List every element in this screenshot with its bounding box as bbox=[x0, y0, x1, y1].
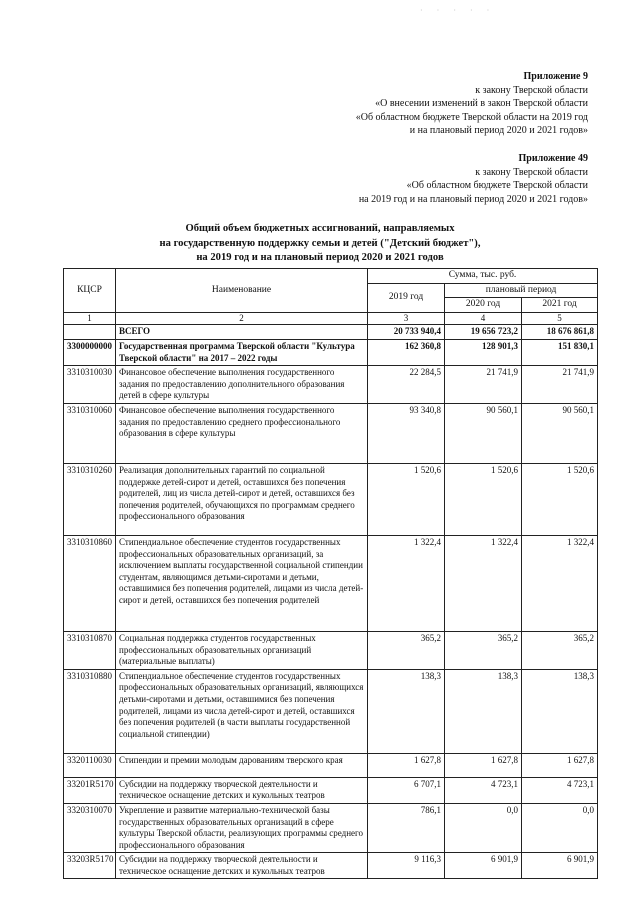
row-value-2020: 21 741,9 bbox=[445, 366, 522, 404]
row-value-2020: 90 560,1 bbox=[445, 403, 522, 463]
row-value-2021: 151 830,1 bbox=[522, 339, 598, 365]
row-value-2021: 21 741,9 bbox=[522, 366, 598, 404]
table-row bbox=[64, 325, 598, 340]
row-code: 3310310870 bbox=[64, 631, 116, 669]
row-name: Стипендиальное обеспечение студентов государственных профессиональных образовательных организаций, являющихся детьми-сиротами и детьми, оставшимися без попечения родителей, лицами из числа детей-сирот и детей, оставшихся без попечения родителей (в части выплаты государственной социальной стипендии) bbox=[116, 669, 368, 753]
row-name: Финансовое обеспечение выполнения государственного задания по предоставлению среднего профессионального образования в сфере культуры bbox=[116, 403, 368, 463]
document-title bbox=[60, 222, 580, 266]
column-number: 3 bbox=[368, 312, 445, 325]
row-code: 3320310070 bbox=[64, 803, 116, 852]
row-value-2019: 365,2 bbox=[368, 631, 445, 669]
row-value-2021: 1 627,8 bbox=[522, 753, 598, 777]
header-sum: Сумма, тыс. руб. bbox=[368, 269, 598, 284]
appendix-9-title: Приложение 9 bbox=[523, 71, 588, 82]
row-code: 33201R5170 bbox=[64, 777, 116, 803]
table-row bbox=[64, 753, 598, 777]
row-code: 3320110030 bbox=[64, 753, 116, 777]
table-row bbox=[64, 853, 598, 879]
header-code: КЦСР bbox=[64, 269, 116, 313]
row-value-2020: 138,3 bbox=[445, 669, 522, 753]
row-value-2019: 786,1 bbox=[368, 803, 445, 852]
row-value-2019: 6 707,1 bbox=[368, 777, 445, 803]
row-value-2020: 6 901,9 bbox=[445, 853, 522, 879]
header-planned: плановый период bbox=[445, 283, 598, 298]
appendix-9-block bbox=[356, 70, 588, 138]
row-name: Субсидии на поддержку творческой деятельности и техническое оснащение детских и кукольных театров bbox=[116, 777, 368, 803]
row-value-2020: 1 322,4 bbox=[445, 535, 522, 631]
column-number: 4 bbox=[445, 312, 522, 325]
row-value-2019: 20 733 940,4 bbox=[368, 325, 445, 340]
row-value-2019: 1 322,4 bbox=[368, 535, 445, 631]
header-2021: 2021 год bbox=[522, 298, 598, 313]
row-name: Государственная программа Тверской области "Культура Тверской области" на 2017 – 2022 годы bbox=[116, 339, 368, 365]
table-row bbox=[64, 803, 598, 852]
row-value-2019: 22 284,5 bbox=[368, 366, 445, 404]
row-value-2021: 0,0 bbox=[522, 803, 598, 852]
row-name: Стипендиальное обеспечение студентов государственных профессиональных образовательных организаций, за исключением выплаты государственной социальной стипендии студентам, являющимся детьми-сиротами и детьми, оставшимися без попечения родителей, лицами из числа детей-сирот и детей, оставшихся без попечения родителей bbox=[116, 535, 368, 631]
row-value-2020: 4 723,1 bbox=[445, 777, 522, 803]
row-value-2021: 90 560,1 bbox=[522, 403, 598, 463]
table-row bbox=[64, 631, 598, 669]
column-number: 2 bbox=[116, 312, 368, 325]
table-row bbox=[64, 777, 598, 803]
appendix-49-title: Приложение 49 bbox=[518, 153, 588, 164]
row-name: Реализация дополнительных гарантий по социальной поддержке детей-сирот и детей, оставшихся без попечения родителей, лиц из числа детей-сирот и детей, оставшихся без попечения родителей, обучающихся по программам среднего профессионального образования bbox=[116, 463, 368, 535]
appendix-49-line: «Об областном бюджете Тверской области bbox=[406, 180, 588, 192]
appendix-9-line: «Об областном бюджете Тверской области на 2019 год bbox=[355, 111, 588, 123]
document-title-line: на государственную поддержку семьи и детей ("Детский бюджет"), bbox=[159, 237, 481, 249]
row-value-2021: 1 520,6 bbox=[522, 463, 598, 535]
table-row bbox=[64, 669, 598, 753]
row-name: Финансовое обеспечение выполнения государственного задания по предоставлению дополнительного образования детей в сфере культуры bbox=[116, 366, 368, 404]
row-name: Социальная поддержка студентов государственных профессиональных образовательных организаций (материальные выплаты) bbox=[116, 631, 368, 669]
row-code: 3310310030 bbox=[64, 366, 116, 404]
row-value-2020: 1 627,8 bbox=[445, 753, 522, 777]
header-name: Наименование bbox=[116, 269, 368, 313]
row-name: Субсидии на поддержку творческой деятельности и техническое оснащение детских и кукольных театров bbox=[116, 853, 368, 879]
row-value-2019: 1 627,8 bbox=[368, 753, 445, 777]
header-2020: 2020 год bbox=[445, 298, 522, 313]
column-numbers-row bbox=[64, 312, 598, 325]
row-name: ВСЕГО bbox=[116, 325, 368, 340]
table-body bbox=[64, 325, 598, 879]
row-name: Укрепление и развитие материально-технической базы государственных образовательных организаций в сфере культуры Тверской области, реализующих программы среднего профессионального образования bbox=[116, 803, 368, 852]
row-value-2021: 365,2 bbox=[522, 631, 598, 669]
document-title-line: Общий объем бюджетных ассигнований, направляемых bbox=[185, 223, 455, 234]
row-code bbox=[64, 325, 116, 340]
row-value-2020: 128 901,3 bbox=[445, 339, 522, 365]
row-code: 3300000000 bbox=[64, 339, 116, 365]
scan-artifact: · · · · · bbox=[420, 6, 496, 15]
row-code: 3310310060 bbox=[64, 403, 116, 463]
row-value-2021: 138,3 bbox=[522, 669, 598, 753]
header-2019: 2019 год bbox=[368, 283, 445, 312]
row-value-2019: 162 360,8 bbox=[368, 339, 445, 365]
row-value-2021: 6 901,9 bbox=[522, 853, 598, 879]
row-value-2020: 19 656 723,2 bbox=[445, 325, 522, 340]
row-value-2019: 138,3 bbox=[368, 669, 445, 753]
table-row bbox=[64, 535, 598, 631]
row-value-2021: 4 723,1 bbox=[522, 777, 598, 803]
row-code: 3310310860 bbox=[64, 535, 116, 631]
row-value-2019: 93 340,8 bbox=[368, 403, 445, 463]
row-value-2021: 18 676 861,8 bbox=[522, 325, 598, 340]
row-name: Стипендии и премии молодым дарованиям тверского края bbox=[116, 753, 368, 777]
row-code: 3310310880 bbox=[64, 669, 116, 753]
table-row bbox=[64, 339, 598, 365]
row-value-2019: 9 116,3 bbox=[368, 853, 445, 879]
column-number: 5 bbox=[522, 312, 598, 325]
appendix-9-line: «О внесении изменений в закон Тверской области bbox=[375, 98, 588, 110]
appendix-49-line: к закону Тверской области bbox=[475, 166, 588, 178]
row-value-2020: 0,0 bbox=[445, 803, 522, 852]
appendix-9-line: и на плановый период 2020 и 2021 годов» bbox=[409, 125, 588, 137]
row-value-2021: 1 322,4 bbox=[522, 535, 598, 631]
row-value-2020: 1 520,6 bbox=[445, 463, 522, 535]
appendix-49-block bbox=[359, 152, 588, 206]
row-value-2020: 365,2 bbox=[445, 631, 522, 669]
row-code: 3310310260 bbox=[64, 463, 116, 535]
column-number: 1 bbox=[64, 312, 116, 325]
document-title-line: на 2019 год и на плановый период 2020 и 2021 годов bbox=[196, 252, 444, 263]
appendix-9-line: к закону Тверской области bbox=[475, 84, 588, 96]
table-row bbox=[64, 403, 598, 463]
row-code: 33203R5170 bbox=[64, 853, 116, 879]
table-row bbox=[64, 366, 598, 404]
budget-table bbox=[63, 268, 598, 879]
row-value-2019: 1 520,6 bbox=[368, 463, 445, 535]
appendix-49-line: на 2019 год и на плановый период 2020 и 2021 годов» bbox=[358, 193, 588, 205]
table-row bbox=[64, 463, 598, 535]
